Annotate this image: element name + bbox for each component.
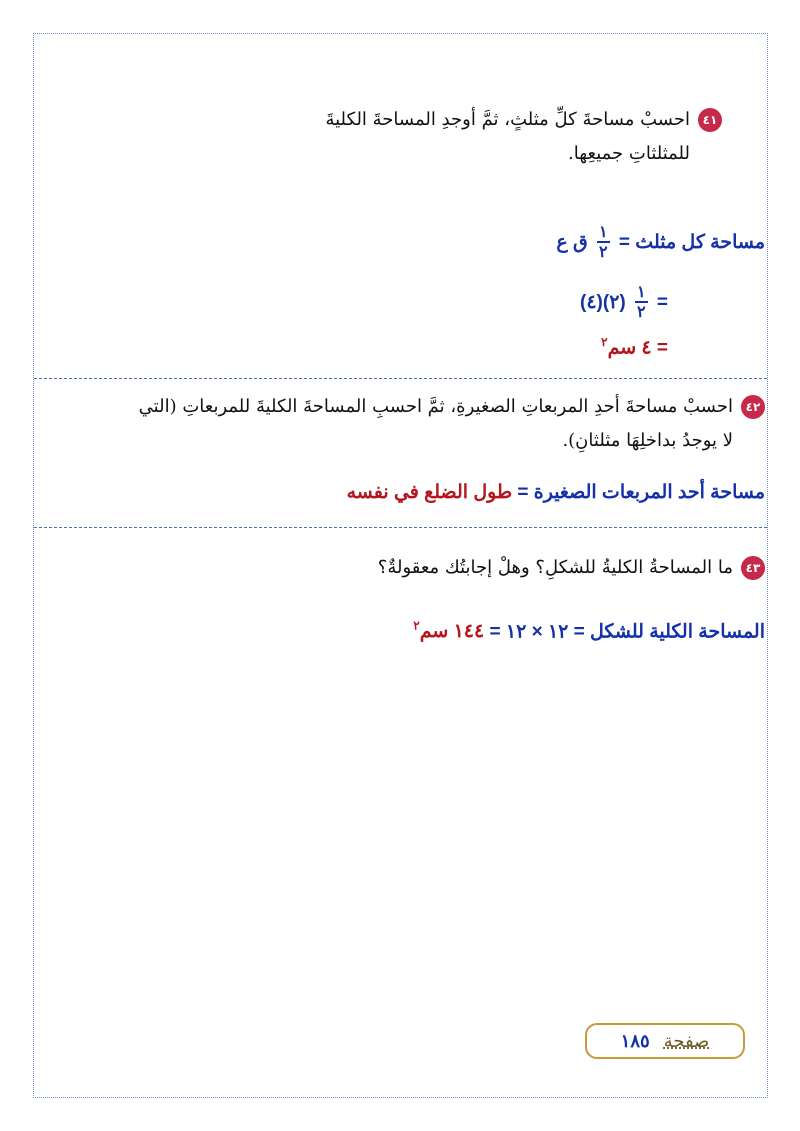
question-43: [65, 551, 765, 585]
answer-43: المساحة الكلية للشكل = ١٢ × ١٢ = ١٤٤ سم$^٢$: [413, 619, 765, 643]
section-divider: [34, 527, 767, 528]
question-43-line1: ٤٣ما المساحةُ الكليةُ للشكلِ؟ وهلْ إجابتُك معقولةٌ؟: [65, 551, 765, 585]
question-42-line1: ٤٢احسبْ مساحةَ أحدِ المربعاتِ الصغيرةِ، ثمَّ احسبِ المساحةَ الكليةَ للمربعاتِ (التي: [65, 390, 765, 424]
question-41: [82, 103, 722, 171]
question-number-badge: ٤١: [698, 108, 722, 132]
question-number-badge: ٤٢: [741, 395, 765, 419]
question-42: [65, 390, 765, 458]
page-label: صفحة: [663, 1030, 710, 1052]
question-42-line2: لا يوجدُ بداخلِهَا مثلثانِ).: [562, 430, 733, 451]
answer-41-step2: = $\frac{١}{٢}$ (٢)(٤): [579, 284, 668, 321]
page-number-tag: [585, 1023, 745, 1059]
answer-41-step1: مساحة كل مثلث = $\frac{١}{٢}$ ق ع: [556, 224, 765, 261]
fraction-half: $\frac{١}{٢}$: [599, 224, 608, 261]
question-41-line1: ٤١احسبْ مساحةَ كلِّ مثلثٍ، ثمَّ أوجدِ المساحةَ الكليةَ: [82, 103, 722, 137]
answer-41-step3: = ٤ سم$^٢$: [601, 335, 668, 359]
question-number-badge: ٤٣: [741, 556, 765, 580]
answer-42: مساحة أحد المربعات الصغيرة = طول الضلع في نفسه: [346, 482, 765, 503]
page-number: ١٨٥: [620, 1030, 650, 1052]
question-41-line2: للمثلثاتِ جميعِها.: [568, 143, 690, 164]
section-divider: [34, 378, 767, 379]
fraction-half-2: $\frac{١}{٢}$: [637, 284, 646, 321]
